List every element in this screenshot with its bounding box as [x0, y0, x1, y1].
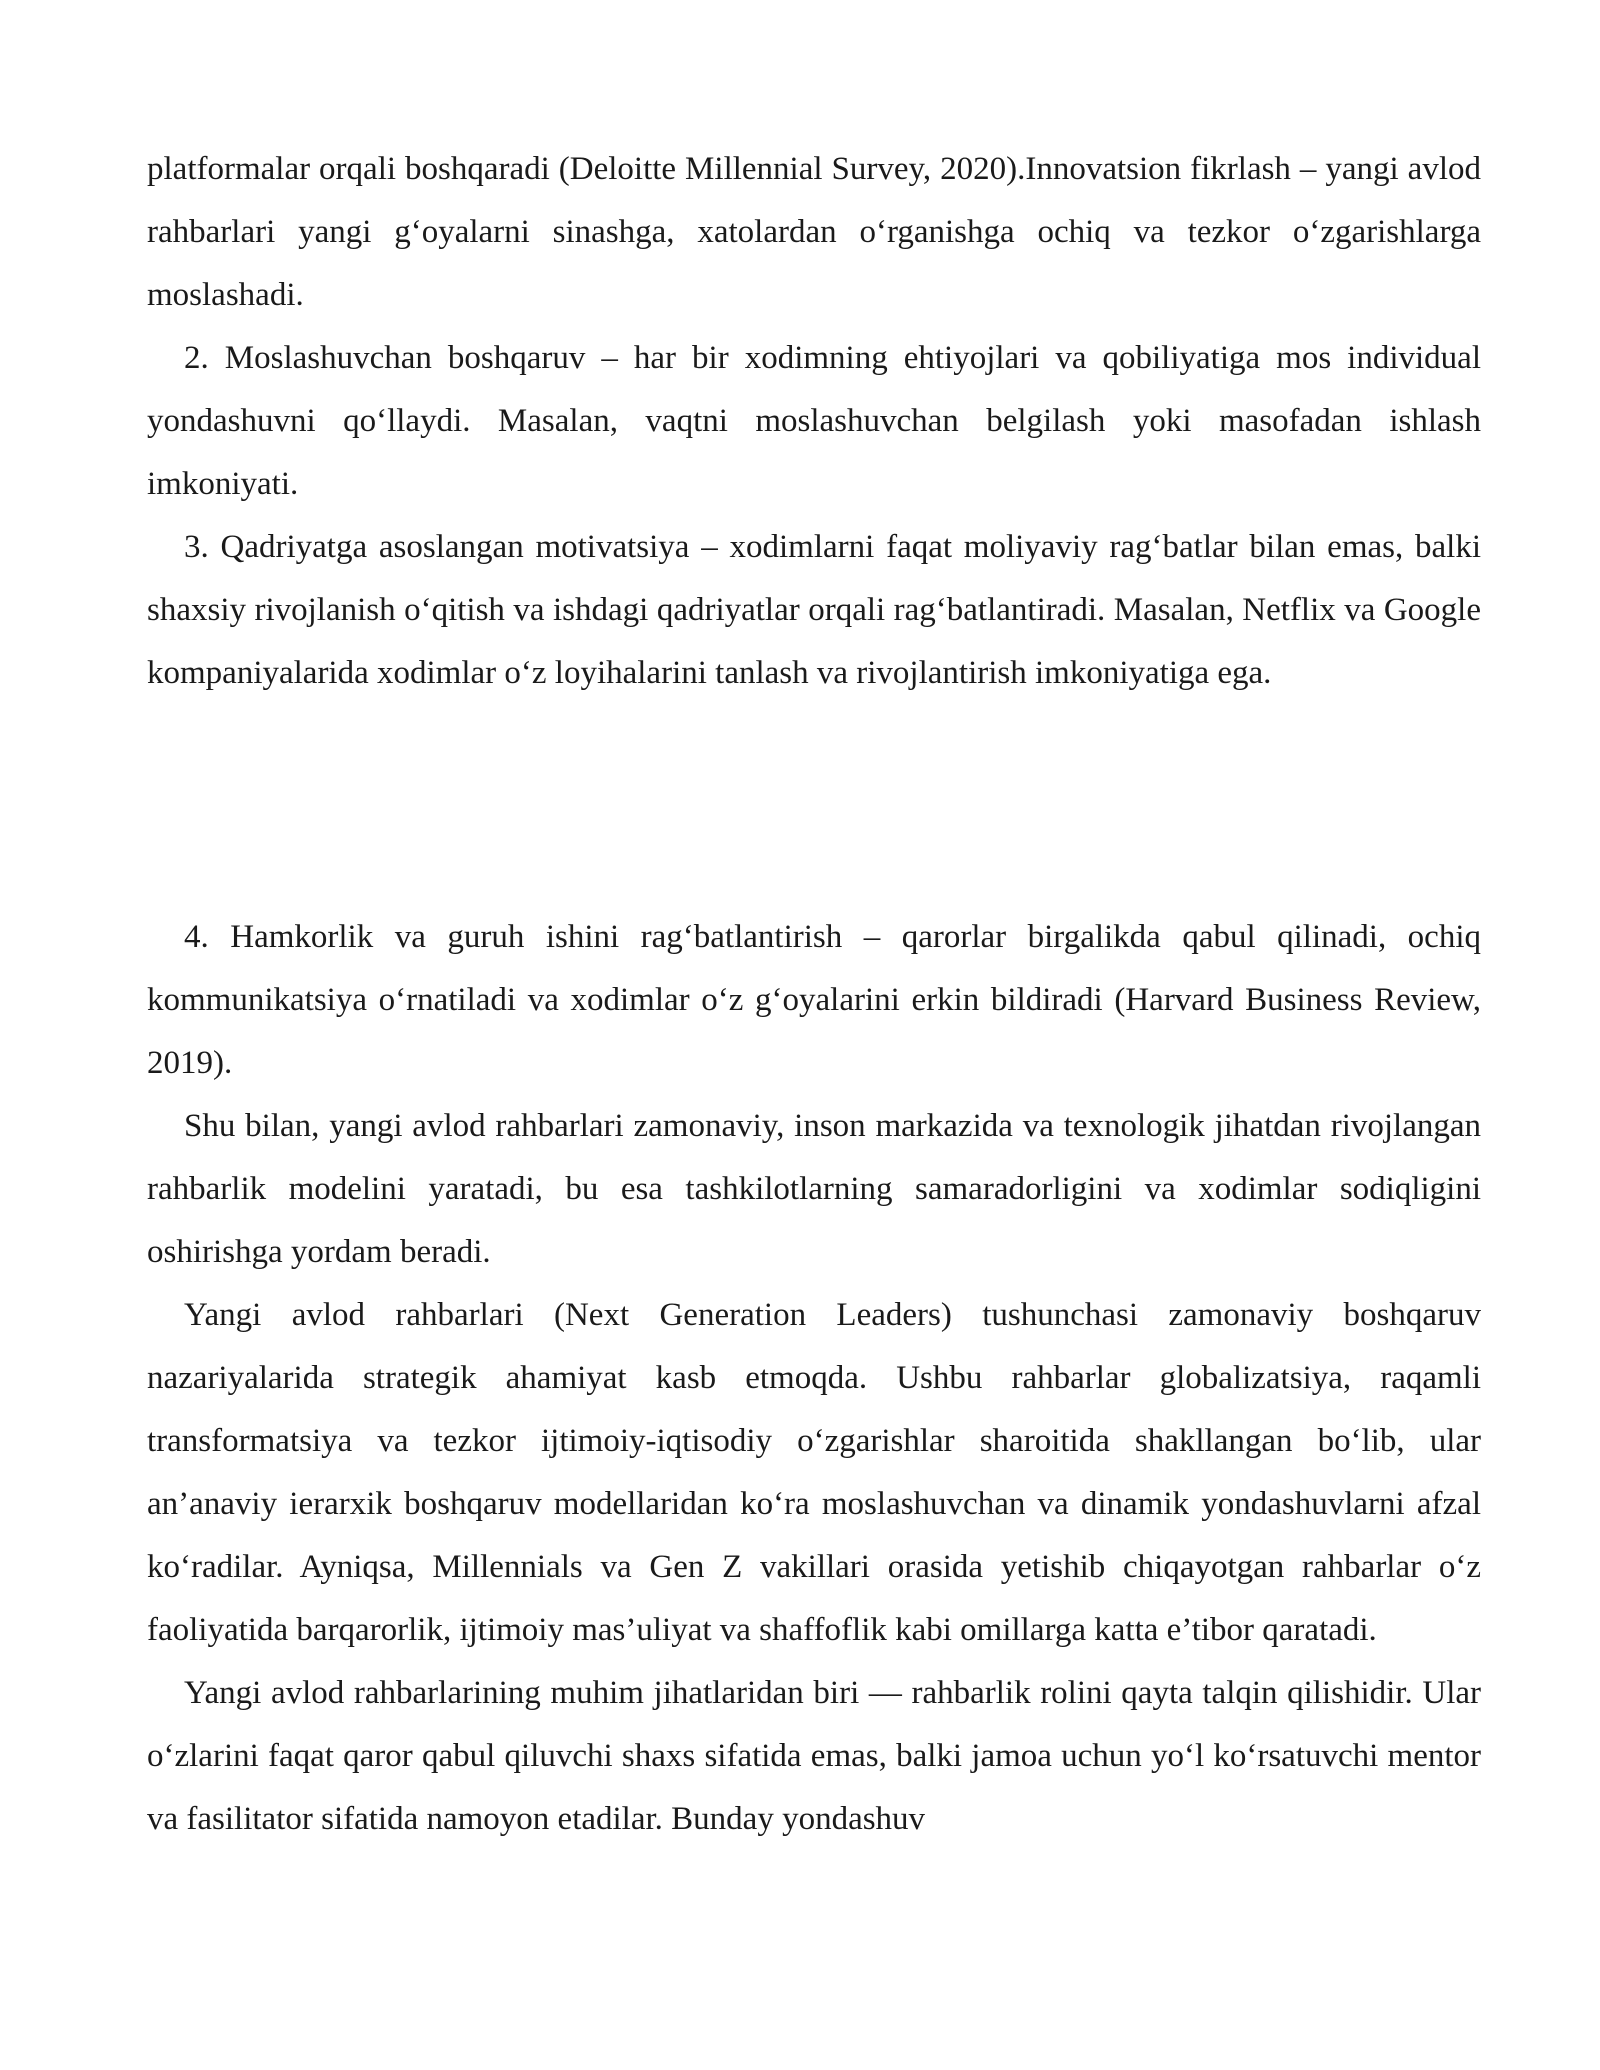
- paragraph-summary: Shu bilan, yangi avlod rahbarlari zamonaviy, inson markazida va texnologik jihatdan rivojlangan rahbarlik modelini yaratadi, bu esa tashkilotlarning samaradorligini va xodimlar sodiqligini oshirishga yordam beradi.: [147, 1108, 1481, 1270]
- paragraph-item-2: 2. Moslashuvchan boshqaruv – har bir xodimning ehtiyojlari va qobiliyatiga mos individual yondashuvni qo‘llaydi. Masalan, vaqtni moslashuvchan belgilash yoki masofadan ishlash imkoniyati.: [147, 340, 1481, 502]
- paragraph-next-gen-leaders: Yangi avlod rahbarlari (Next Generation Leaders) tushunchasi zamonaviy boshqaruv nazariyalarida strategik ahamiyat kasb etmoqda. Ushbu rahbarlar globalizatsiya, raqamli transformatsiya va tezkor ijtimoiy-iqtisodiy o‘zgarishlar sharoitida shakllangan bo‘lib, ular an’anaviy ierarxik boshqaruv modellaridan ko‘ra moslashuvchan va dinamik yondashuvlarni afzal ko‘radilar. Ayniqsa, Millennials va Gen Z vakillari orasida yetishib chiqayotgan rahbarlar o‘z faoliyatida barqarorlik, ijtimoiy mas’uliyat va shaffoflik kabi omillarga katta e’tibor qaratadi.: [147, 1297, 1481, 1648]
- paragraph-continuation: platformalar orqali boshqaradi (Deloitte Millennial Survey, 2020).Innovatsion fikrlash – yangi avlod rahbarlari yangi g‘oyalarni sinashga, xatolardan o‘rganishga ochiq va tezkor o‘zgarishlarga moslashadi.: [147, 151, 1481, 313]
- text-block-top: [147, 138, 1481, 705]
- paragraph-item-4: 4. Hamkorlik va guruh ishini rag‘batlantirish – qarorlar birgalikda qabul qilinadi, ochiq kommunikatsiya o‘rnatiladi va xodimlar o‘z g‘oyalarini erkin bildiradi (Harvard Business Review, 2019).: [147, 919, 1481, 1081]
- text-block-bottom: [147, 906, 1481, 1851]
- paragraph-leadership-role: Yangi avlod rahbarlarining muhim jihatlaridan biri — rahbarlik rolini qayta talqin qilishidir. Ular o‘zlarini faqat qaror qabul qiluvchi shaxs sifatida emas, balki jamoa uchun yo‘l ko‘rsatuvchi mentor va fasilitator sifatida namoyon etadilar. Bunday yondashuv: [147, 1675, 1481, 1837]
- paragraph-item-3: 3. Qadriyatga asoslangan motivatsiya – xodimlarni faqat moliyaviy rag‘batlar bilan emas, balki shaxsiy rivojlanish o‘qitish va ishdagi qadriyatlar orqali rag‘batlantiradi. Masalan, Netflix va Google kompaniyalarida xodimlar o‘z loyihalarini tanlash va rivojlantirish imkoniyatiga ega.: [147, 529, 1481, 691]
